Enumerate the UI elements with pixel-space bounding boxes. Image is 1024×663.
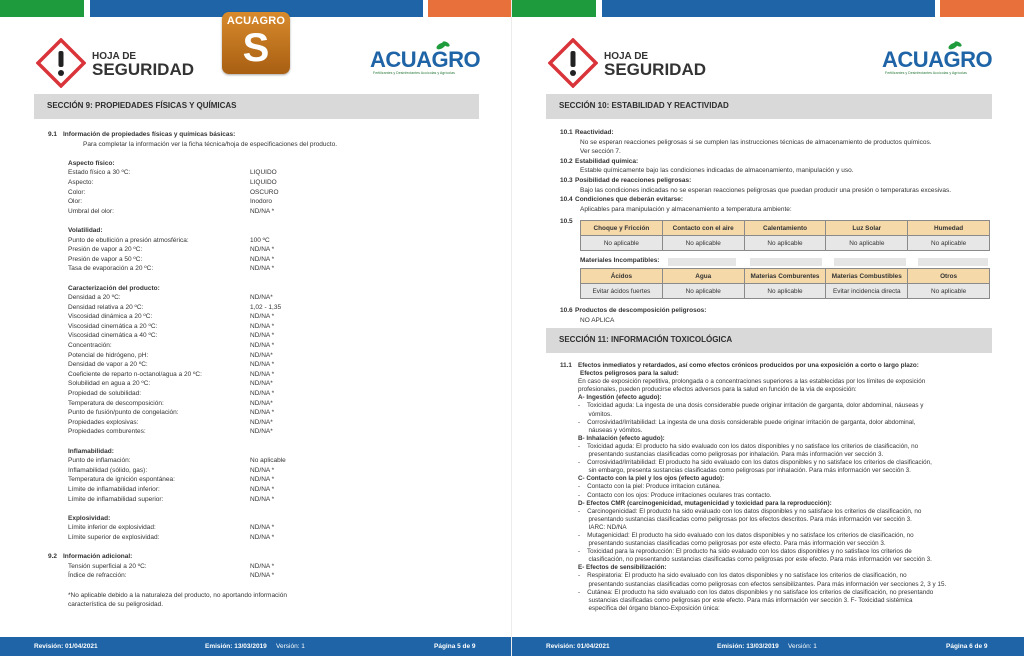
logo-text: ACUAGRO bbox=[882, 47, 993, 72]
property-row bbox=[48, 168, 478, 178]
property-label: Propiedad de solubilidad: bbox=[68, 390, 141, 398]
property-row bbox=[48, 456, 478, 466]
acuagro-logo bbox=[882, 40, 992, 80]
tox-line: - Toxicidad aguda: El producto ha sido evaluado con los datos disponibles y no satisface los criterios de clasificación, no bbox=[578, 442, 919, 450]
property-label: Propiedades explosivas: bbox=[68, 418, 139, 426]
group-title-aspecto: Aspecto físico: bbox=[68, 159, 115, 167]
property-label: Solubilidad en agua a 20 ºC: bbox=[68, 380, 151, 388]
property-value: ND/NA * bbox=[250, 476, 275, 484]
property-row bbox=[48, 264, 478, 274]
property-row bbox=[48, 351, 478, 361]
badge-letter: S bbox=[242, 26, 270, 70]
property-value: ND/NA * bbox=[250, 265, 275, 273]
top-bar-green bbox=[0, 0, 84, 17]
table-cell: No aplicable bbox=[744, 236, 826, 251]
subsection-number: 10.2 bbox=[560, 157, 573, 165]
property-value: ND/NA* bbox=[250, 428, 273, 436]
property-value: ND/NA * bbox=[250, 485, 275, 493]
property-label: Propiedades comburentes: bbox=[68, 428, 146, 436]
property-row bbox=[48, 245, 478, 255]
property-label: Densidad de vapor a 20 ºC: bbox=[68, 361, 148, 369]
tox-line: presentando sustancias clasificadas como peligrosas con efectos sensibilizantes. Para más información ver secciones 2, 3 y 15. bbox=[578, 580, 947, 588]
table-cell: No aplicable bbox=[662, 284, 744, 299]
blank-field bbox=[834, 258, 906, 266]
property-label: Punto de ebullición a presión atmosférica: bbox=[68, 236, 189, 244]
tox-line: IARC: ND/NA bbox=[578, 523, 627, 531]
tox-line: - Contacto con la piel: Produce irritacion cutánea. bbox=[578, 483, 721, 491]
tox-line: clasificación, no presentando sustancias clasificadas como peligrosas por este efecto. Para más información ver sección 3. bbox=[578, 556, 932, 564]
doc-type-label: HOJA DE bbox=[92, 51, 137, 62]
tox-line: sustancias clasificadas como peligrosas por este efecto. Para más información ver sección 3. F- Toxicidad sistémica bbox=[578, 596, 913, 604]
subsection-title: Condiciones que deberán evitarse: bbox=[575, 196, 684, 204]
table-cell: Agua bbox=[662, 269, 744, 284]
tox-line: - Respiratoria: El producto ha sido evaluado con los datos disponibles y no satisface los criterios de clasificación, no bbox=[578, 572, 907, 580]
property-row bbox=[48, 408, 478, 418]
tox-line: - Cutánea: El producto ha sido evaluado con los datos disponibles y no satisface los criterios de clasificación, no presentando bbox=[578, 588, 934, 596]
table-cell: Evitar ácidos fuertes bbox=[581, 284, 663, 299]
property-label: Punto de inflamación: bbox=[68, 457, 131, 465]
subsection-title: Estabilidad química: bbox=[575, 157, 639, 165]
property-value: Inodoro bbox=[250, 198, 273, 206]
bottom-strip bbox=[0, 656, 1024, 663]
property-row bbox=[48, 331, 478, 341]
property-label: Densidad relativa a 20 ºC: bbox=[68, 303, 144, 311]
property-label: Estado físico a 30 ºC: bbox=[68, 169, 131, 177]
tox-line: D- Efectos CMR (carcinogenicidad, mutagenicidad y toxicidad para la reproducción): bbox=[578, 499, 832, 507]
property-row bbox=[48, 389, 478, 399]
table-cell: No aplicable bbox=[908, 236, 990, 251]
property-label: Color: bbox=[68, 188, 86, 196]
doc-type-title: SEGURIDAD bbox=[92, 60, 195, 79]
tox-line: específica del órgano blanco-Exposición única: bbox=[578, 604, 720, 612]
tox-line: B- Inhalación (efecto agudo): bbox=[578, 434, 665, 442]
property-row bbox=[48, 360, 478, 370]
footnote-line-2: característica de su peligrosidad. bbox=[68, 601, 164, 609]
property-value: ND/NA * bbox=[250, 390, 275, 398]
property-label: Tensión superficial a 20 ºC: bbox=[68, 562, 147, 570]
table-cell: Luz Solar bbox=[826, 221, 908, 236]
body-text: Bajo las condiciones indicadas no se esperan reacciones peligrosas que puedan producir una presión o temperaturas excesivas. bbox=[580, 186, 952, 194]
tox-line: sin embargo, presenta sustancias clasificadas como peligrosas por inhalación. Para más información ver sección 3. bbox=[578, 467, 911, 475]
section-11-header: SECCIÓN 11: INFORMACIÓN TOXICOLÓGICA bbox=[546, 328, 992, 353]
property-value: 1,02 - 1,35 bbox=[250, 303, 282, 311]
incompatible-materials-table bbox=[580, 268, 990, 299]
property-row bbox=[48, 370, 478, 380]
property-value: OSCURO bbox=[250, 188, 279, 196]
property-value: ND/NA* bbox=[250, 351, 273, 359]
footer-bar bbox=[0, 637, 511, 656]
property-row bbox=[48, 418, 478, 428]
table-cell: No aplicable bbox=[662, 236, 744, 251]
property-value: LIQUIDO bbox=[250, 169, 277, 177]
property-value: ND/NA * bbox=[250, 572, 275, 580]
footer-version: Versión: 1 bbox=[788, 643, 817, 650]
property-label: Temperatura de descomposición: bbox=[68, 399, 164, 407]
table-cell: Contacto con el aire bbox=[662, 221, 744, 236]
section-9-header: SECCIÓN 9: PROPIEDADES FÍSICAS Y QUÍMICAS bbox=[34, 94, 479, 119]
table-cell: Evitar incidencia directa bbox=[826, 284, 908, 299]
property-row bbox=[48, 427, 478, 437]
subsection-number: 10.1 bbox=[560, 129, 573, 136]
subsection-number: 10.6 bbox=[560, 307, 573, 314]
tox-line: - Mutagenicidad: El producto ha sido evaluado con los datos disponibles y no satisface los criterios de clasificación, no bbox=[578, 531, 914, 539]
property-value: ND/NA* bbox=[250, 294, 273, 302]
footer-emision: Emisión: 13/03/2019 bbox=[205, 643, 267, 650]
tox-line: - Toxicidad para la reproducción: El producto ha sido evaluado con los datos disponibles y no satisface los criterios de bbox=[578, 548, 912, 556]
property-label: Densidad a 20 ºC: bbox=[68, 294, 121, 302]
section-9-body bbox=[48, 130, 478, 610]
subsection-title: Información de propiedades físicas y químicas básicas: bbox=[63, 131, 236, 138]
tox-line: - Corrosividad/Irritabilidad: La ingesta de una dosis considerable puede originar irritación de garganta, dolor abdominal, bbox=[578, 418, 916, 426]
tox-line: E- Efectos de sensibilización: bbox=[578, 564, 667, 572]
table-cell: No aplicable bbox=[744, 284, 826, 299]
property-label: Potencial de hidrógeno, pH: bbox=[68, 351, 149, 359]
badge-brand: ACUAGRO bbox=[226, 15, 286, 27]
property-value: ND/NA * bbox=[250, 370, 275, 378]
property-value: ND/NA * bbox=[250, 255, 275, 263]
subsection-title: Información adicional: bbox=[63, 553, 133, 561]
group-title-explosividad: Explosividad: bbox=[68, 514, 111, 522]
top-bar-blue bbox=[602, 0, 935, 17]
property-row bbox=[48, 236, 478, 246]
property-value: ND/NA * bbox=[250, 533, 275, 541]
page-5 bbox=[0, 0, 511, 663]
subsection-number: 11.1 bbox=[560, 362, 572, 369]
property-value: ND/NA * bbox=[250, 342, 275, 350]
blank-field bbox=[750, 258, 822, 266]
section-10-6 bbox=[560, 306, 990, 325]
property-label: Índice de refracción: bbox=[68, 572, 127, 580]
logo-text: ACUAGRO bbox=[370, 47, 481, 72]
tox-line: C- Contacto con la piel y los ojos (efecto agudo): bbox=[578, 475, 725, 483]
subsection-number: 10.4 bbox=[560, 196, 573, 204]
section-10-body bbox=[560, 128, 1000, 227]
tox-line: presentando sustancias clasificadas como peligrosas por inhalación. Para más información ver sección 3. bbox=[578, 451, 884, 459]
table-cell: Choque y Fricción bbox=[581, 221, 663, 236]
tox-line: presentando sustancias clasificadas como peligrosas por este efecto. Para más información ver sección 3. bbox=[578, 540, 886, 548]
tox-line: En caso de exposición repetitiva, prolongada o a concentraciones superiores a las establecidas por los límites de exposición bbox=[578, 378, 926, 386]
tox-line: Efectos peligrosos para la salud: bbox=[580, 370, 679, 378]
property-row bbox=[48, 466, 478, 476]
product-badge bbox=[222, 12, 290, 74]
logo-subtitle: Fertilizantes y Desinfectantes Acuícolas y Agrícolas bbox=[885, 71, 967, 75]
tox-line: vómitos. bbox=[578, 410, 612, 418]
table-cell: Otros bbox=[908, 269, 990, 284]
property-label: Olor: bbox=[68, 198, 83, 206]
property-label: Límite de inflamabilidad inferior: bbox=[68, 485, 160, 493]
property-row bbox=[48, 571, 478, 581]
table-cell: Materias Combustibles bbox=[826, 269, 908, 284]
property-value: ND/NA* bbox=[250, 399, 273, 407]
property-label: Aspecto: bbox=[68, 178, 94, 186]
tox-line: - Corrosividad/Irritabilidad: El producto ha sido evaluado con los datos disponibles y no satisface los criterios de clasificación, bbox=[578, 459, 932, 467]
tox-line: Efectos inmediatos y retardados, así como efectos crónicos producidos por una exposición a corto o largo plazo: bbox=[578, 362, 919, 369]
subsection-title: Productos de descomposición peligrosos: bbox=[575, 307, 707, 314]
property-value: ND/NA * bbox=[250, 562, 275, 570]
property-value: No aplicable bbox=[250, 457, 286, 465]
property-label: Umbral del olor: bbox=[68, 207, 114, 215]
property-row bbox=[48, 312, 478, 322]
table-cell: No aplicable bbox=[908, 284, 990, 299]
body-text: NO APLICA bbox=[580, 316, 615, 324]
property-label: Concentración: bbox=[68, 342, 112, 350]
avoid-conditions-table bbox=[580, 220, 990, 251]
property-label: Presión de vapor a 50 ºC: bbox=[68, 255, 143, 263]
group-title-volatilidad: Volatilidad: bbox=[68, 226, 103, 234]
top-bar-green bbox=[512, 0, 596, 17]
blank-field bbox=[668, 258, 736, 266]
property-row bbox=[48, 475, 478, 485]
footnote-line-1: *No aplicable debido a la naturaleza del producto, no aportando información bbox=[68, 591, 287, 599]
logo-subtitle: Fertilizantes y Desinfectantes Acuícolas y Agrícolas bbox=[373, 71, 455, 75]
body-text: Aplicables para manipulación y almacenamiento a temperatura ambiente: bbox=[580, 205, 792, 213]
body-text: No se esperan reacciones peligrosas si se cumplen las instrucciones técnicas de almacenamiento de productos químicos. bbox=[580, 138, 932, 146]
footer-page-number: Página 6 de 9 bbox=[946, 643, 988, 650]
property-value: ND/NA * bbox=[250, 466, 275, 474]
top-bar-orange bbox=[428, 0, 511, 17]
tox-line: presentando sustancias clasificadas como peligrosas por los efectos descritos. Para más información ver sección 3. bbox=[578, 515, 912, 523]
property-label: Límite superior de explosividad: bbox=[68, 533, 160, 541]
property-value: ND/NA* bbox=[250, 418, 273, 426]
subsection-number: 9.2 bbox=[48, 553, 58, 561]
property-value: ND/NA * bbox=[250, 332, 275, 340]
intro-text: Para completar la información ver la ficha técnica/hoja de especificaciones del producto. bbox=[83, 140, 337, 148]
property-label: Viscosidad cinemática a 40 ºC: bbox=[68, 332, 158, 340]
body-text: Ver sección 7. bbox=[580, 148, 621, 156]
table-cell: No aplicable bbox=[581, 236, 663, 251]
property-value: 100 ºC bbox=[250, 236, 270, 244]
property-value: LIQUIDO bbox=[250, 178, 277, 186]
property-value: ND/NA * bbox=[250, 207, 275, 215]
property-value: ND/NA * bbox=[250, 313, 275, 321]
footer-revision: Revisión: 01/04/2021 bbox=[34, 643, 98, 650]
subsection-number: 10.5 bbox=[560, 218, 573, 226]
tox-line: profesionales, pueden producirse efectos adversos para la salud en función de la vía de exposición: bbox=[578, 386, 857, 394]
group-title-inflamabilidad: Inflamabilidad: bbox=[68, 447, 114, 455]
body-text: Estable químicamente bajo las condiciones indicadas de almacenamiento, manipulación y uso. bbox=[580, 167, 854, 175]
footer-version: Versión: 1 bbox=[276, 643, 305, 650]
property-row bbox=[48, 178, 478, 188]
property-row bbox=[48, 533, 478, 543]
property-label: Viscosidad cinemática a 20 ºC: bbox=[68, 322, 158, 330]
tox-line: - Toxicidad aguda: La ingesta de una dosis considerable puede originar irritación de garganta, dolor abdominal, náuseas y bbox=[578, 402, 924, 410]
property-label: Presión de vapor a 20 ºC: bbox=[68, 246, 143, 254]
table-cell: Ácidos bbox=[581, 269, 663, 284]
tox-line: náuseas y vómitos. bbox=[578, 426, 643, 434]
top-bar-orange bbox=[940, 0, 1024, 17]
materials-label: Materiales Incompatibles: bbox=[580, 257, 660, 264]
property-row bbox=[48, 303, 478, 313]
subsection-number: 10.3 bbox=[560, 176, 573, 184]
property-label: Coeficiente de reparto n-octanol/agua a 20 ºC: bbox=[68, 370, 202, 378]
hazard-warning-icon bbox=[548, 38, 598, 88]
property-row bbox=[48, 399, 478, 409]
property-value: ND/NA * bbox=[250, 524, 275, 532]
property-label: Inflamabilidad (sólido, gas): bbox=[68, 466, 148, 474]
tox-line: - Contacto con los ojos: Produce irritaciones oculares tras contacto. bbox=[578, 491, 772, 499]
property-value: ND/NA* bbox=[250, 380, 273, 388]
property-row bbox=[48, 485, 478, 495]
property-label: Límite de inflamabilidad superior: bbox=[68, 495, 164, 503]
property-value: ND/NA * bbox=[250, 322, 275, 330]
group-title-caracterizacion: Caracterización del producto: bbox=[68, 284, 160, 292]
property-label: Temperatura de ignición espontánea: bbox=[68, 476, 175, 484]
doc-type-label: HOJA DE bbox=[604, 51, 649, 62]
property-label: Viscosidad dinámica a 20 ºC: bbox=[68, 313, 153, 321]
subsection-number: 9.1 bbox=[48, 131, 58, 138]
property-row bbox=[48, 495, 478, 505]
property-label: Tasa de evaporación a 20 ºC: bbox=[68, 265, 154, 273]
table-cell: Humedad bbox=[908, 221, 990, 236]
property-row bbox=[48, 562, 478, 572]
property-value: ND/NA * bbox=[250, 409, 275, 417]
footer-revision: Revisión: 01/04/2021 bbox=[546, 643, 610, 650]
property-row bbox=[48, 322, 478, 332]
property-value: ND/NA * bbox=[250, 495, 275, 503]
table-cell: No aplicable bbox=[826, 236, 908, 251]
property-row bbox=[48, 188, 478, 198]
property-row bbox=[48, 293, 478, 303]
footer-emision: Emisión: 13/03/2019 bbox=[717, 643, 779, 650]
tox-line: A- Ingestión (efecto agudo): bbox=[578, 394, 662, 402]
property-label: Límite inferior de explosividad: bbox=[68, 524, 156, 532]
property-row bbox=[48, 207, 478, 217]
hazard-warning-icon bbox=[36, 38, 86, 88]
property-row bbox=[48, 379, 478, 389]
tox-line: - Carcinogenicidad: El producto ha sido evaluado con los datos disponibles y no satisface los criterios de clasificación, no bbox=[578, 507, 922, 515]
property-label: Punto de fusión/punto de congelación: bbox=[68, 409, 179, 417]
property-row bbox=[48, 341, 478, 351]
property-row bbox=[48, 255, 478, 265]
blank-field bbox=[918, 258, 988, 266]
footer-page-number: Página 5 de 9 bbox=[434, 643, 476, 650]
doc-type-title: SEGURIDAD bbox=[604, 60, 707, 79]
property-row bbox=[48, 197, 478, 207]
subsection-title: Posibilidad de reacciones peligrosas: bbox=[575, 176, 692, 184]
section-10-header: SECCIÓN 10: ESTABILIDAD Y REACTIVIDAD bbox=[546, 94, 992, 119]
property-row bbox=[48, 523, 478, 533]
property-value: ND/NA * bbox=[250, 361, 275, 369]
table-cell: Materias Comburentes bbox=[744, 269, 826, 284]
subsection-title: Reactividad: bbox=[575, 129, 614, 136]
property-value: ND/NA * bbox=[250, 246, 275, 254]
acuagro-logo bbox=[370, 40, 480, 80]
footer-bar bbox=[512, 637, 1024, 656]
table-cell: Calentamiento bbox=[744, 221, 826, 236]
